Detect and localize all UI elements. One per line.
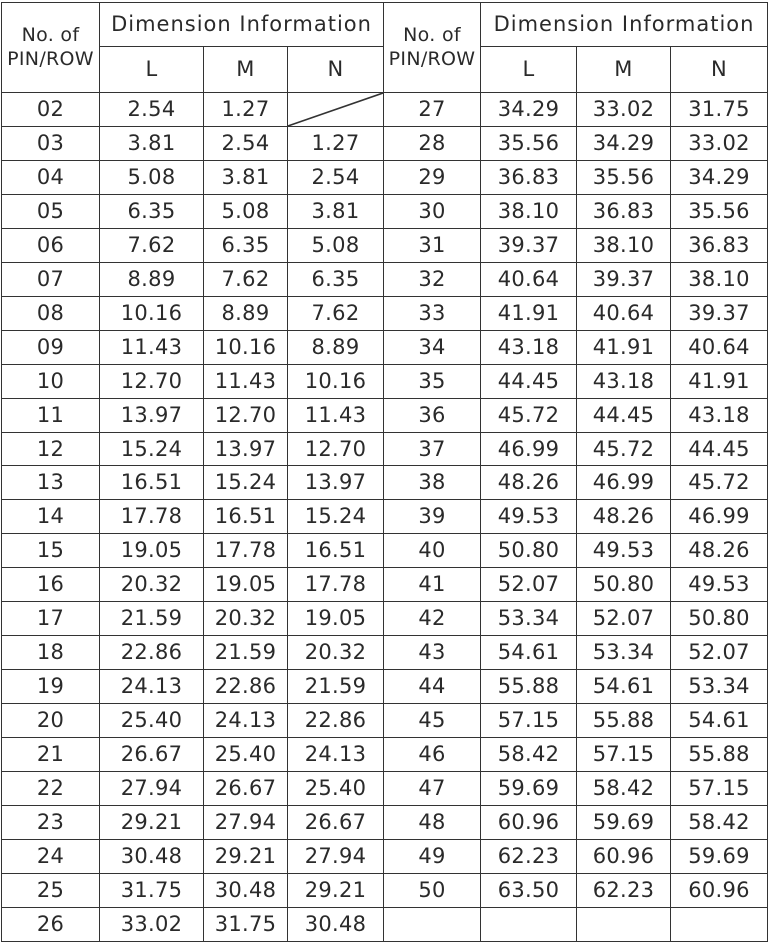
pin-count-cell-left: 14: [2, 500, 100, 534]
pin-count-cell-left: 11: [2, 398, 100, 432]
table-row: [2, 873, 768, 907]
dim-m-cell-left: 19.05: [204, 568, 288, 602]
dim-m-cell-left: 6.35: [204, 228, 288, 262]
pin-count-cell-left: 25: [2, 873, 100, 907]
pin-count-cell-right: 48: [384, 806, 481, 840]
table-row: [2, 262, 768, 296]
dim-m-cell-right: 54.61: [577, 670, 671, 704]
dim-n-cell-right: 46.99: [671, 500, 768, 534]
pin-count-cell-left: 21: [2, 738, 100, 772]
pin-count-cell-left: 20: [2, 704, 100, 738]
dim-n-cell-left: 21.59: [288, 670, 384, 704]
dim-l-cell-right: 45.72: [481, 398, 577, 432]
pin-count-cell-left: 06: [2, 228, 100, 262]
dimension-table: [1, 2, 768, 942]
table-row: [2, 93, 768, 127]
dim-m-cell-right: 53.34: [577, 636, 671, 670]
col-n-header-left: N: [288, 47, 384, 93]
dim-l-cell-left: 31.75: [100, 873, 204, 907]
pin-count-cell-left: 07: [2, 262, 100, 296]
pin-count-cell-left: 23: [2, 806, 100, 840]
pin-count-cell-left: 08: [2, 296, 100, 330]
pin-count-header-right: [384, 3, 481, 93]
dim-l-cell-right: 48.26: [481, 466, 577, 500]
pin-count-cell-left: 02: [2, 93, 100, 127]
dim-m-cell-right: 34.29: [577, 126, 671, 160]
table-row: [2, 228, 768, 262]
dim-l-cell-left: 8.89: [100, 262, 204, 296]
dim-l-cell-left: 24.13: [100, 670, 204, 704]
table-row: [2, 772, 768, 806]
dim-m-cell-left: 2.54: [204, 126, 288, 160]
dim-n-cell-right: 40.64: [671, 330, 768, 364]
dim-l-cell-right: 62.23: [481, 839, 577, 873]
table-row: [2, 160, 768, 194]
dim-m-cell-left: 11.43: [204, 364, 288, 398]
pin-count-cell-right: 33: [384, 296, 481, 330]
dim-m-cell-left: 25.40: [204, 738, 288, 772]
pin-count-cell-right: 27: [384, 93, 481, 127]
dim-m-cell-left: 21.59: [204, 636, 288, 670]
dim-n-cell-right: 50.80: [671, 602, 768, 636]
pin-count-cell-right: [384, 907, 481, 941]
dim-n-cell-right: 55.88: [671, 738, 768, 772]
dim-n-cell-left: 19.05: [288, 602, 384, 636]
table-body: [2, 93, 768, 942]
dim-n-cell-right: 58.42: [671, 806, 768, 840]
dim-n-cell-left: 24.13: [288, 738, 384, 772]
pin-count-cell-left: 24: [2, 839, 100, 873]
dim-l-cell-left: 12.70: [100, 364, 204, 398]
table-row: [2, 636, 768, 670]
pin-count-cell-right: 50: [384, 873, 481, 907]
dim-m-cell-right: 57.15: [577, 738, 671, 772]
dim-n-cell-right: 33.02: [671, 126, 768, 160]
dim-l-cell-right: 60.96: [481, 806, 577, 840]
dim-n-cell-left: 6.35: [288, 262, 384, 296]
dim-m-cell-left: 17.78: [204, 534, 288, 568]
dim-n-cell-left: 8.89: [288, 330, 384, 364]
dim-l-cell-left: 13.97: [100, 398, 204, 432]
dim-l-cell-right: 59.69: [481, 772, 577, 806]
pin-count-cell-left: 19: [2, 670, 100, 704]
pin-count-cell-left: 03: [2, 126, 100, 160]
table-row: [2, 126, 768, 160]
dim-l-cell-left: 3.81: [100, 126, 204, 160]
dim-n-cell-right: 48.26: [671, 534, 768, 568]
dim-l-cell-right: 34.29: [481, 93, 577, 127]
pin-count-cell-right: 41: [384, 568, 481, 602]
dim-m-cell-right: 58.42: [577, 772, 671, 806]
dim-m-cell-left: 27.94: [204, 806, 288, 840]
table-row: [2, 806, 768, 840]
dim-n-cell-left: 5.08: [288, 228, 384, 262]
table-row: [2, 738, 768, 772]
dim-m-cell-right: 35.56: [577, 160, 671, 194]
dim-m-cell-left: 1.27: [204, 93, 288, 127]
dim-n-cell-left: 29.21: [288, 873, 384, 907]
dim-l-cell-right: 44.45: [481, 364, 577, 398]
dim-m-cell-left: 3.81: [204, 160, 288, 194]
dim-l-cell-left: 11.43: [100, 330, 204, 364]
dim-l-cell-right: 50.80: [481, 534, 577, 568]
dim-l-cell-right: 39.37: [481, 228, 577, 262]
dim-m-cell-right: 59.69: [577, 806, 671, 840]
dim-m-cell-right: 39.37: [577, 262, 671, 296]
pin-count-cell-left: 04: [2, 160, 100, 194]
table-row: [2, 500, 768, 534]
dim-l-cell-right: 43.18: [481, 330, 577, 364]
pin-count-cell-right: 42: [384, 602, 481, 636]
pin-count-cell-right: 37: [384, 432, 481, 466]
dim-n-cell-right: 54.61: [671, 704, 768, 738]
dim-m-cell-right: 44.45: [577, 398, 671, 432]
dim-m-cell-right: 50.80: [577, 568, 671, 602]
dim-n-cell-left: 1.27: [288, 126, 384, 160]
pin-count-cell-left: 17: [2, 602, 100, 636]
dim-m-cell-left: 15.24: [204, 466, 288, 500]
pin-count-cell-right: 30: [384, 194, 481, 228]
dim-m-cell-left: 22.86: [204, 670, 288, 704]
dim-n-cell-left: 10.16: [288, 364, 384, 398]
table-row: [2, 534, 768, 568]
dim-n-cell-right: 36.83: [671, 228, 768, 262]
pin-count-cell-right: 32: [384, 262, 481, 296]
dim-l-cell-right: 57.15: [481, 704, 577, 738]
dim-m-cell-right: 49.53: [577, 534, 671, 568]
dim-l-cell-left: 6.35: [100, 194, 204, 228]
dim-m-cell-left: 13.97: [204, 432, 288, 466]
dim-n-cell-left: 15.24: [288, 500, 384, 534]
dim-l-cell-left: 27.94: [100, 772, 204, 806]
dim-n-cell-right: [671, 907, 768, 941]
dim-l-cell-left: 26.67: [100, 738, 204, 772]
dim-m-cell-left: 20.32: [204, 602, 288, 636]
pin-count-cell-right: 40: [384, 534, 481, 568]
dim-l-cell-left: 20.32: [100, 568, 204, 602]
dim-m-cell-left: 31.75: [204, 907, 288, 941]
table-row: [2, 466, 768, 500]
pin-count-cell-left: 13: [2, 466, 100, 500]
pin-count-cell-left: 12: [2, 432, 100, 466]
dim-l-cell-right: 53.34: [481, 602, 577, 636]
dim-n-cell-left: 2.54: [288, 160, 384, 194]
table-row: [2, 670, 768, 704]
dim-n-cell-left: 12.70: [288, 432, 384, 466]
dim-l-cell-right: 41.91: [481, 296, 577, 330]
dim-l-cell-left: 19.05: [100, 534, 204, 568]
dim-m-cell-left: 29.21: [204, 839, 288, 873]
col-m-header-right: M: [577, 47, 671, 93]
dim-l-cell-right: 63.50: [481, 873, 577, 907]
pin-header-line1: No. of: [403, 23, 461, 46]
pin-count-cell-right: 34: [384, 330, 481, 364]
table-row: [2, 432, 768, 466]
dim-l-cell-left: 7.62: [100, 228, 204, 262]
dim-m-cell-left: 8.89: [204, 296, 288, 330]
dim-l-cell-left: 5.08: [100, 160, 204, 194]
dim-l-cell-left: 33.02: [100, 907, 204, 941]
dim-n-cell-right: 35.56: [671, 194, 768, 228]
dim-m-cell-right: 45.72: [577, 432, 671, 466]
dim-l-cell-left: 10.16: [100, 296, 204, 330]
dim-m-cell-right: 62.23: [577, 873, 671, 907]
header-row-1: [2, 3, 768, 47]
pin-count-cell-right: 49: [384, 839, 481, 873]
dim-m-cell-left: 30.48: [204, 873, 288, 907]
dim-m-cell-right: [577, 907, 671, 941]
pin-count-cell-right: 38: [384, 466, 481, 500]
dim-m-cell-left: 7.62: [204, 262, 288, 296]
not-applicable-cell: [288, 93, 384, 127]
col-m-header-left: M: [204, 47, 288, 93]
dim-l-cell-right: 40.64: [481, 262, 577, 296]
pin-count-cell-right: 28: [384, 126, 481, 160]
dim-m-cell-right: 48.26: [577, 500, 671, 534]
pin-count-cell-right: 44: [384, 670, 481, 704]
table-row: [2, 398, 768, 432]
dim-l-cell-right: 52.07: [481, 568, 577, 602]
dim-n-cell-right: 57.15: [671, 772, 768, 806]
pin-count-cell-left: 22: [2, 772, 100, 806]
pin-header-line2: PIN/ROW: [388, 47, 476, 70]
pin-header-line1: No. of: [21, 23, 80, 46]
dim-l-cell-right: 38.10: [481, 194, 577, 228]
table-row: [2, 194, 768, 228]
dim-n-cell-left: 16.51: [288, 534, 384, 568]
pin-count-cell-right: 39: [384, 500, 481, 534]
dim-n-cell-left: 3.81: [288, 194, 384, 228]
dim-m-cell-right: 36.83: [577, 194, 671, 228]
dim-n-cell-left: 25.40: [288, 772, 384, 806]
dim-m-cell-right: 60.96: [577, 839, 671, 873]
table-row: [2, 330, 768, 364]
dim-n-cell-left: 20.32: [288, 636, 384, 670]
dim-n-cell-right: 45.72: [671, 466, 768, 500]
dim-l-cell-right: 55.88: [481, 670, 577, 704]
dim-l-cell-left: 17.78: [100, 500, 204, 534]
pin-count-cell-right: 45: [384, 704, 481, 738]
pin-count-cell-left: 09: [2, 330, 100, 364]
dim-n-cell-right: 52.07: [671, 636, 768, 670]
dim-l-cell-right: 46.99: [481, 432, 577, 466]
col-n-header-right: N: [671, 47, 768, 93]
table-row: [2, 568, 768, 602]
dim-m-cell-left: 24.13: [204, 704, 288, 738]
table-row: [2, 364, 768, 398]
dim-n-cell-left: 30.48: [288, 907, 384, 941]
dim-n-cell-left: 13.97: [288, 466, 384, 500]
table-row: [2, 704, 768, 738]
dim-l-cell-left: 16.51: [100, 466, 204, 500]
dim-m-cell-left: 12.70: [204, 398, 288, 432]
dim-l-cell-left: 25.40: [100, 704, 204, 738]
pin-count-cell-right: 46: [384, 738, 481, 772]
table-row: [2, 839, 768, 873]
dim-m-cell-right: 55.88: [577, 704, 671, 738]
table-row: [2, 602, 768, 636]
dim-n-cell-right: 34.29: [671, 160, 768, 194]
pin-count-header-left: [2, 3, 100, 93]
pin-count-cell-right: 31: [384, 228, 481, 262]
pin-count-cell-left: 16: [2, 568, 100, 602]
dim-n-cell-right: 60.96: [671, 873, 768, 907]
dim-n-cell-left: 22.86: [288, 704, 384, 738]
dim-l-cell-right: 49.53: [481, 500, 577, 534]
dim-m-cell-right: 43.18: [577, 364, 671, 398]
pin-count-cell-right: 36: [384, 398, 481, 432]
dim-l-cell-left: 21.59: [100, 602, 204, 636]
dim-n-cell-right: 31.75: [671, 93, 768, 127]
dim-m-cell-right: 38.10: [577, 228, 671, 262]
dim-m-cell-left: 26.67: [204, 772, 288, 806]
dim-m-cell-right: 33.02: [577, 93, 671, 127]
dim-m-cell-right: 41.91: [577, 330, 671, 364]
dim-n-cell-left: 26.67: [288, 806, 384, 840]
dimension-info-header-left: Dimension Information: [100, 3, 384, 47]
pin-count-cell-left: 18: [2, 636, 100, 670]
pin-count-cell-right: 29: [384, 160, 481, 194]
dim-n-cell-right: 53.34: [671, 670, 768, 704]
dim-n-cell-right: 39.37: [671, 296, 768, 330]
dim-l-cell-left: 2.54: [100, 93, 204, 127]
pin-count-cell-left: 26: [2, 907, 100, 941]
dim-l-cell-left: 30.48: [100, 839, 204, 873]
dim-l-cell-right: 54.61: [481, 636, 577, 670]
pin-count-cell-right: 43: [384, 636, 481, 670]
dim-n-cell-right: 49.53: [671, 568, 768, 602]
dim-n-cell-left: 17.78: [288, 568, 384, 602]
dim-n-cell-right: 41.91: [671, 364, 768, 398]
dim-m-cell-left: 10.16: [204, 330, 288, 364]
table-row: [2, 907, 768, 941]
pin-count-cell-left: 10: [2, 364, 100, 398]
dim-n-cell-right: 59.69: [671, 839, 768, 873]
dim-l-cell-right: [481, 907, 577, 941]
diagonal-slash: [288, 93, 383, 126]
dim-m-cell-right: 52.07: [577, 602, 671, 636]
dim-l-cell-right: 36.83: [481, 160, 577, 194]
dim-l-cell-right: 58.42: [481, 738, 577, 772]
pin-count-cell-left: 05: [2, 194, 100, 228]
dim-l-cell-right: 35.56: [481, 126, 577, 160]
dim-m-cell-right: 46.99: [577, 466, 671, 500]
dim-m-cell-left: 5.08: [204, 194, 288, 228]
dim-n-cell-right: 44.45: [671, 432, 768, 466]
pin-header-line2: PIN/ROW: [7, 47, 94, 70]
dim-m-cell-right: 40.64: [577, 296, 671, 330]
dim-l-cell-left: 29.21: [100, 806, 204, 840]
dim-l-cell-left: 15.24: [100, 432, 204, 466]
dim-n-cell-right: 38.10: [671, 262, 768, 296]
dim-n-cell-left: 11.43: [288, 398, 384, 432]
table-row: [2, 296, 768, 330]
dimension-info-header-right: Dimension Information: [481, 3, 768, 47]
col-l-header-right: L: [481, 47, 577, 93]
pin-count-cell-left: 15: [2, 534, 100, 568]
dim-n-cell-left: 7.62: [288, 296, 384, 330]
dim-n-cell-left: 27.94: [288, 839, 384, 873]
pin-count-cell-right: 47: [384, 772, 481, 806]
dim-l-cell-left: 22.86: [100, 636, 204, 670]
dim-m-cell-left: 16.51: [204, 500, 288, 534]
dim-n-cell-right: 43.18: [671, 398, 768, 432]
pin-count-cell-right: 35: [384, 364, 481, 398]
col-l-header-left: L: [100, 47, 204, 93]
